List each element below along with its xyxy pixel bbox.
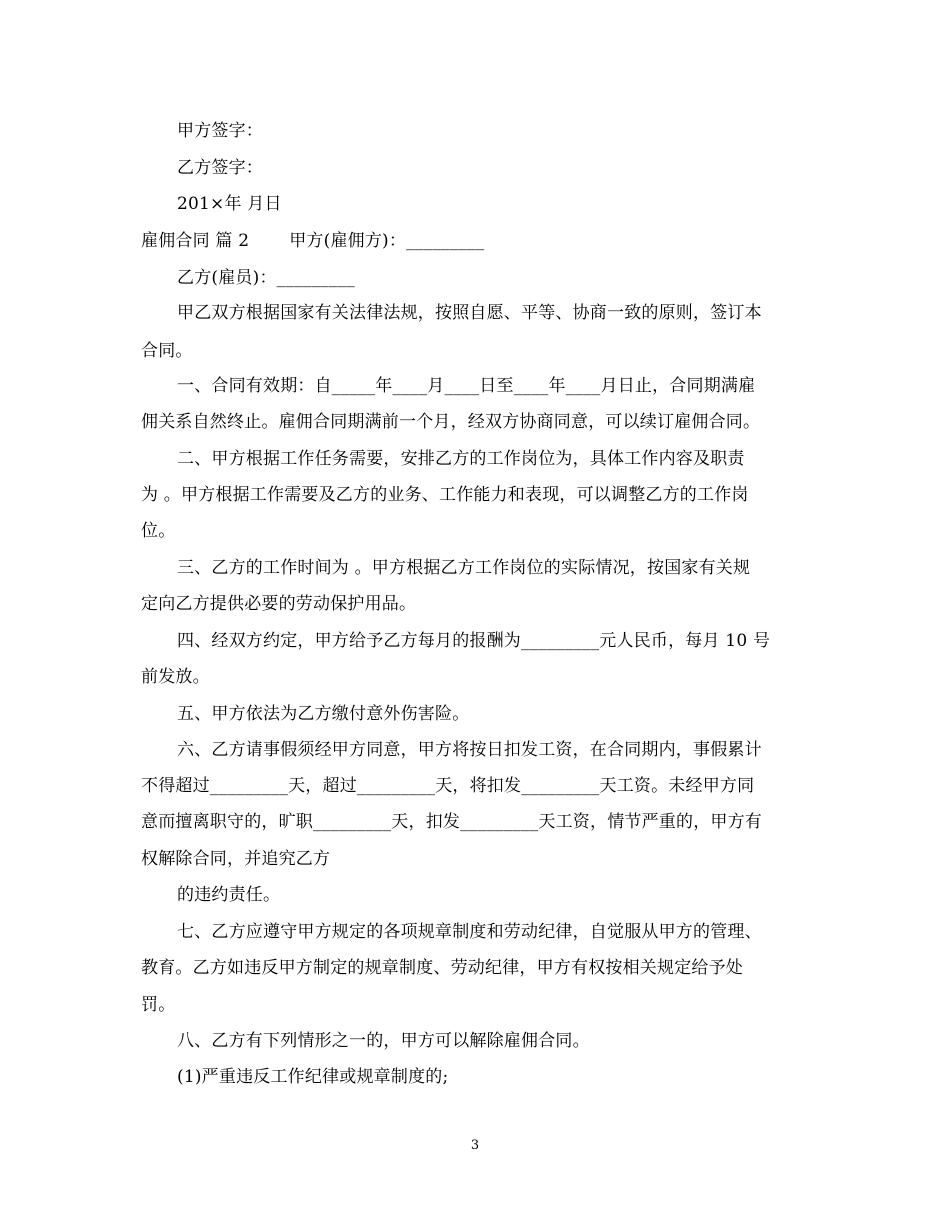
paragraph-line: 一、合同有效期：自_____年____月____日至____年____月日止，合同期满雇 (177, 376, 756, 396)
signature-party-a: 甲方签字： (177, 121, 263, 141)
paragraph-line: 合同。 (141, 341, 193, 361)
signature-party-b: 乙方签字： (177, 158, 263, 178)
paragraph-line: 的违约责任。 (177, 885, 281, 905)
paragraph-line: 三、乙方的工作时间为 。甲方根据乙方工作岗位的实际情况，按国家有关规 (177, 558, 751, 578)
signature-date: 201×年 月日 (177, 194, 282, 214)
page-number: 3 (470, 1138, 480, 1153)
paragraph-line: 权解除合同，并追究乙方 (141, 849, 331, 869)
paragraph-line: 佣关系自然终止。雇佣合同期满前一个月，经双方协商同意，可以续订雇佣合同。 (141, 412, 761, 432)
paragraph-line: 意而擅离职守的，旷职_________天，扣发_________天工资，情节严重的，甲方有 (141, 812, 762, 832)
paragraph-line: 甲乙双方根据国家有关法律法规，按照自愿、平等、协商一致的原则，签订本 (177, 303, 762, 323)
paragraph-line: 五、甲方依法为乙方缴付意外伤害险。 (177, 704, 470, 724)
paragraph-line: 罚。 (141, 995, 176, 1015)
party-b-line: 乙方(雇员)：_________ (177, 268, 355, 288)
paragraph-line: 二、甲方根据工作任务需要，安排乙方的工作岗位为，具体工作内容及职责 (177, 449, 745, 469)
paragraph-line: 七、乙方应遵守甲方规定的各项规章制度和劳动纪律，自觉服从甲方的管理、 (177, 922, 762, 942)
paragraph-line: 位。 (141, 521, 176, 541)
paragraph-line: 前发放。 (141, 667, 210, 687)
paragraph-line: 八、乙方有下列情形之一的，甲方可以解除雇佣合同。 (177, 1031, 590, 1051)
paragraph-line: 为 。甲方根据工作需要及乙方的业务、工作能力和表现，可以调整乙方的工作岗 (141, 485, 749, 505)
contract-heading: 雇佣合同 篇 2 甲方(雇佣方)：_________ (141, 231, 485, 251)
paragraph-line: 六、乙方请事假须经甲方同意，甲方将按日扣发工资，在合同期内，事假累计 (177, 740, 762, 760)
paragraph-line: 四、经双方约定，甲方给予乙方每月的报酬为_________元人民币，每月 10 号 (177, 631, 771, 651)
paragraph-line: 教育。乙方如违反甲方制定的规章制度、劳动纪律，甲方有权按相关规定给予处 (141, 958, 743, 978)
paragraph-line: (1)严重违反工作纪律或规章制度的; (177, 1067, 449, 1087)
paragraph-line: 定向乙方提供必要的劳动保护用品。 (141, 594, 417, 614)
paragraph-line: 不得超过_________天，超过_________天，将扣发_________天工资。未经甲方同 (141, 776, 755, 796)
